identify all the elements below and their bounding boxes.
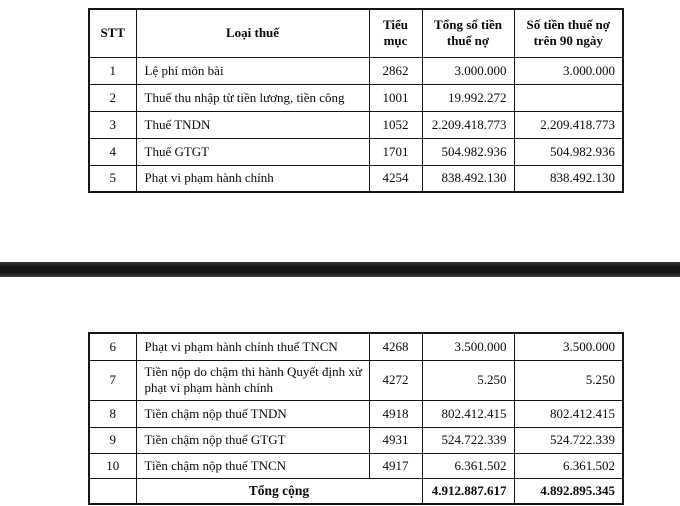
cell-stt: 7 xyxy=(89,360,136,400)
tax-debt-table-page2 xyxy=(88,332,624,505)
cell-sub-item: 2862 xyxy=(369,57,422,84)
table-row xyxy=(89,84,623,111)
table-row xyxy=(89,165,623,192)
cell-total-debt: 524.722.339 xyxy=(422,427,514,453)
cell-over-90: 838.492.130 xyxy=(514,165,623,192)
table-row xyxy=(89,57,623,84)
cell-grand-total-over-90: 4.892.895.345 xyxy=(514,478,623,504)
cell-sub-item: 4917 xyxy=(369,453,422,478)
page-break-bar xyxy=(0,262,680,277)
cell-total-debt: 504.982.936 xyxy=(422,138,514,165)
table-row xyxy=(89,427,623,453)
cell-over-90: 802.412.415 xyxy=(514,400,623,427)
cell-stt-empty xyxy=(89,478,136,504)
cell-tax-type: Thuế thu nhập từ tiền lương, tiền công xyxy=(136,84,369,111)
col-header-sub-item: Tiểu mục xyxy=(369,9,422,57)
cell-over-90: 2.209.418.773 xyxy=(514,111,623,138)
cell-grand-total-debt: 4.912.887.617 xyxy=(422,478,514,504)
cell-sub-item: 4268 xyxy=(369,333,422,360)
cell-sub-item: 4272 xyxy=(369,360,422,400)
cell-over-90: 5.250 xyxy=(514,360,623,400)
cell-total-debt: 2.209.418.773 xyxy=(422,111,514,138)
cell-stt: 2 xyxy=(89,84,136,111)
table-row xyxy=(89,360,623,400)
cell-total-debt: 838.492.130 xyxy=(422,165,514,192)
cell-stt: 1 xyxy=(89,57,136,84)
cell-stt: 4 xyxy=(89,138,136,165)
cell-tax-type: Phạt vi phạm hành chính xyxy=(136,165,369,192)
cell-tax-type: Tiền chậm nộp thuế GTGT xyxy=(136,427,369,453)
table-header-row xyxy=(89,9,623,57)
cell-over-90: 6.361.502 xyxy=(514,453,623,478)
cell-over-90: 3.500.000 xyxy=(514,333,623,360)
col-header-total-debt: Tổng số tiền thuế nợ xyxy=(422,9,514,57)
cell-total-debt: 19.992.272 xyxy=(422,84,514,111)
col-header-over-90: Số tiền thuế nợ trên 90 ngày xyxy=(514,9,623,57)
table-row xyxy=(89,400,623,427)
table-row xyxy=(89,111,623,138)
cell-tax-type: Lệ phí môn bài xyxy=(136,57,369,84)
total-label: Tổng cộng xyxy=(136,478,422,504)
cell-sub-item: 1001 xyxy=(369,84,422,111)
cell-stt: 5 xyxy=(89,165,136,192)
table-total-row xyxy=(89,478,623,504)
cell-sub-item: 1052 xyxy=(369,111,422,138)
cell-total-debt: 6.361.502 xyxy=(422,453,514,478)
cell-total-debt: 3.000.000 xyxy=(422,57,514,84)
cell-sub-item: 4254 xyxy=(369,165,422,192)
table-row xyxy=(89,138,623,165)
cell-tax-type: Phạt vi phạm hành chính thuế TNCN xyxy=(136,333,369,360)
cell-tax-type: Tiền chậm nộp thuế TNCN xyxy=(136,453,369,478)
cell-over-90 xyxy=(514,84,623,111)
col-header-stt: STT xyxy=(89,9,136,57)
cell-stt: 10 xyxy=(89,453,136,478)
cell-stt: 3 xyxy=(89,111,136,138)
cell-total-debt: 3.500.000 xyxy=(422,333,514,360)
cell-sub-item: 4931 xyxy=(369,427,422,453)
cell-tax-type: Thuế GTGT xyxy=(136,138,369,165)
cell-sub-item: 4918 xyxy=(369,400,422,427)
cell-stt: 6 xyxy=(89,333,136,360)
cell-over-90: 524.722.339 xyxy=(514,427,623,453)
cell-sub-item: 1701 xyxy=(369,138,422,165)
cell-over-90: 3.000.000 xyxy=(514,57,623,84)
cell-tax-type: Tiền chậm nộp thuế TNDN xyxy=(136,400,369,427)
tax-debt-table-page1 xyxy=(88,8,624,193)
cell-tax-type: Tiền nộp do chậm thi hành Quyết định xử phạt vi phạm hành chính xyxy=(136,360,369,400)
cell-stt: 8 xyxy=(89,400,136,427)
cell-total-debt: 5.250 xyxy=(422,360,514,400)
table-row xyxy=(89,333,623,360)
cell-over-90: 504.982.936 xyxy=(514,138,623,165)
col-header-tax-type: Loại thuế xyxy=(136,9,369,57)
cell-stt: 9 xyxy=(89,427,136,453)
table-row xyxy=(89,453,623,478)
cell-tax-type: Thuế TNDN xyxy=(136,111,369,138)
cell-total-debt: 802.412.415 xyxy=(422,400,514,427)
